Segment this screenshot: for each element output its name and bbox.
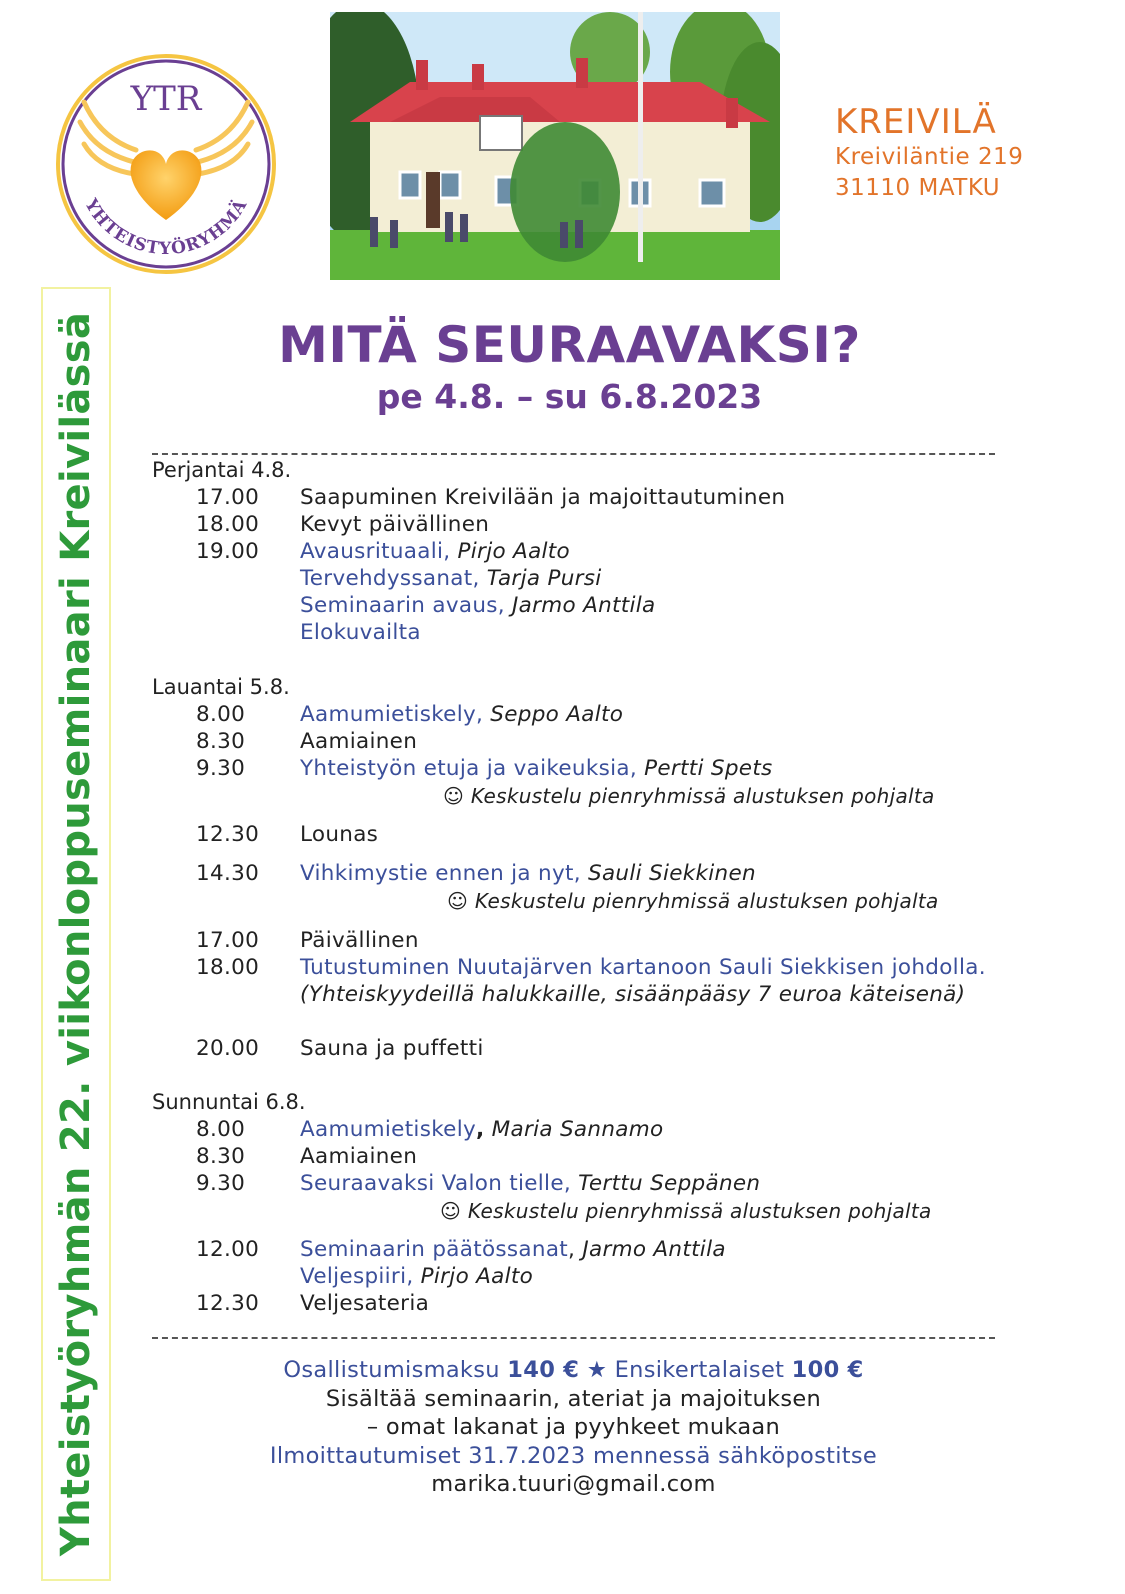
program-row xyxy=(196,1144,417,1169)
item: Saapuminen Kreivilään ja majoittautuminen xyxy=(300,485,786,510)
ytr-logo xyxy=(54,52,278,276)
day-heading-sunday: Sunnuntai 6.8. xyxy=(152,1090,306,1114)
time: 14.30 xyxy=(196,861,260,886)
time: 9.30 xyxy=(196,756,246,781)
time: 8.30 xyxy=(196,729,246,754)
program-row xyxy=(300,566,602,591)
discussion-note xyxy=(440,1199,932,1223)
program-row xyxy=(196,485,785,510)
item: Seminaarin avaus, xyxy=(300,593,505,618)
item: Seminaarin päätössanat xyxy=(300,1237,569,1262)
smiley-icon: ☺ xyxy=(443,784,465,808)
speaker: Maria Sannamo xyxy=(491,1117,664,1142)
time: 19.00 xyxy=(196,539,260,564)
time: 8.00 xyxy=(196,702,246,727)
item: Vihkimystie ennen ja nyt, xyxy=(300,861,581,886)
program-row xyxy=(196,1237,726,1262)
fee-info xyxy=(152,1356,995,1499)
speaker: Jarmo Anttila xyxy=(512,593,656,618)
first-timer-fee: 100 € xyxy=(791,1357,864,1383)
speaker: Pirjo Aalto xyxy=(457,539,570,564)
speaker: Terttu Seppänen xyxy=(578,1171,761,1196)
star-icon: ★ xyxy=(586,1357,608,1383)
time: 18.00 xyxy=(196,955,260,980)
program-row xyxy=(196,756,773,781)
program-row xyxy=(196,955,986,980)
item: Aamiainen xyxy=(300,1144,418,1169)
item: Seuraavaksi Valon tielle, xyxy=(300,1171,571,1196)
time: 17.00 xyxy=(196,485,260,510)
program-row xyxy=(196,1291,429,1316)
venue-postal: 31110 MATKU xyxy=(835,175,1001,201)
contact-email[interactable]: marika.tuuri@gmail.com xyxy=(431,1471,716,1497)
divider-top xyxy=(152,453,995,455)
program-row xyxy=(196,539,570,564)
program-row xyxy=(196,822,378,847)
venue-name: KREIVILÄ xyxy=(835,102,997,142)
note-text: Keskustelu pienryhmissä alustuksen pohjalta xyxy=(470,784,935,808)
time: 12.00 xyxy=(196,1237,260,1262)
program-row xyxy=(300,1264,533,1289)
fee-line xyxy=(152,1356,995,1385)
item: Tervehdyssanat, xyxy=(300,566,480,591)
program-row xyxy=(196,729,417,754)
item: Yhteistyön etuja ja vaikeuksia, xyxy=(300,756,637,781)
item: Aamumietiskely, xyxy=(300,702,484,727)
first-timer-label: Ensikertalaiset xyxy=(614,1357,785,1383)
manor-house-photo xyxy=(330,12,780,280)
venue-address xyxy=(835,102,1023,204)
program-row xyxy=(196,1036,484,1061)
time: 8.30 xyxy=(196,1144,246,1169)
time: 9.30 xyxy=(196,1171,246,1196)
event-dates: pe 4.8. – su 6.8.2023 xyxy=(376,377,763,416)
bring-text: – omat lakanat ja pyyhkeet mukaan xyxy=(366,1414,781,1440)
sidebar-banner xyxy=(41,287,111,1581)
speaker: Tarja Pursi xyxy=(486,566,602,591)
item: Tutustuminen Nuutajärven kartanoon Sauli Siekkisen johdolla. xyxy=(300,955,986,980)
program-row xyxy=(196,1171,760,1196)
divider-bottom xyxy=(152,1337,995,1339)
excursion-note: (Yhteiskyydeillä halukkaille, sisäänpääsy 7 euroa käteisenä) xyxy=(300,982,966,1007)
fee-amount: 140 € xyxy=(507,1357,580,1383)
discussion-note xyxy=(447,889,939,913)
day-heading-friday: Perjantai 4.8. xyxy=(152,458,292,482)
speaker: Pertti Spets xyxy=(644,756,773,781)
note-text: Keskustelu pienryhmissä alustuksen pohjalta xyxy=(474,889,939,913)
item: Lounas xyxy=(300,822,379,847)
speaker: Pirjo Aalto xyxy=(420,1264,534,1289)
sidebar-title: Yhteistyöryhmän 22. viikonloppuseminaari Kreivilässä xyxy=(53,311,99,1557)
smiley-icon: ☺ xyxy=(440,1199,462,1223)
item: Sauna ja puffetti xyxy=(300,1036,484,1061)
time: 12.30 xyxy=(196,1291,260,1316)
venue-street: Kreiviläntie 219 xyxy=(835,144,1024,170)
logo-text: YTR xyxy=(130,79,202,119)
smiley-icon: ☺ xyxy=(447,889,469,913)
discussion-note xyxy=(443,784,935,808)
item: Veljespiiri, xyxy=(300,1264,414,1289)
item: Aamiainen xyxy=(300,729,418,754)
item: Avausrituaali, xyxy=(300,539,451,564)
program-row xyxy=(196,512,489,537)
speaker: Jarmo Anttila xyxy=(582,1237,726,1262)
time: 12.30 xyxy=(196,822,260,847)
day-heading-saturday: Lauantai 5.8. xyxy=(152,675,290,699)
includes-text: Sisältää seminaarin, ateriat ja majoituksen xyxy=(325,1385,822,1412)
time: 8.00 xyxy=(196,1117,246,1142)
program-row xyxy=(196,702,623,727)
item: Veljesateria xyxy=(300,1291,430,1316)
speaker: Sauli Siekkinen xyxy=(588,861,756,886)
time: 18.00 xyxy=(196,512,260,537)
logo-ring-text: YHTEISTYÖRYHMÄ xyxy=(80,195,252,260)
item: Aamumietiskely xyxy=(300,1117,477,1142)
registration-text: Ilmoittautumiset 31.7.2023 mennessä sähköpostitse xyxy=(269,1442,878,1469)
program-row xyxy=(300,620,421,645)
item: Päivällinen xyxy=(300,928,419,953)
program-row xyxy=(300,593,656,618)
fee-label: Osallistumismaksu xyxy=(283,1357,500,1383)
separator: , xyxy=(568,1237,576,1262)
program-row xyxy=(196,1117,663,1142)
time: 17.00 xyxy=(196,928,260,953)
program-row xyxy=(196,928,419,953)
flagpole-icon xyxy=(638,12,643,262)
item: Kevyt päivällinen xyxy=(300,512,490,537)
item: Elokuvailta xyxy=(300,620,421,645)
page-title: MITÄ SEURAAVAKSI? xyxy=(278,316,861,374)
note-text: Keskustelu pienryhmissä alustuksen pohjalta xyxy=(467,1199,932,1223)
program-row xyxy=(196,861,756,886)
speaker: Seppo Aalto xyxy=(490,702,624,727)
time: 20.00 xyxy=(196,1036,260,1061)
separator: , xyxy=(476,1117,485,1142)
